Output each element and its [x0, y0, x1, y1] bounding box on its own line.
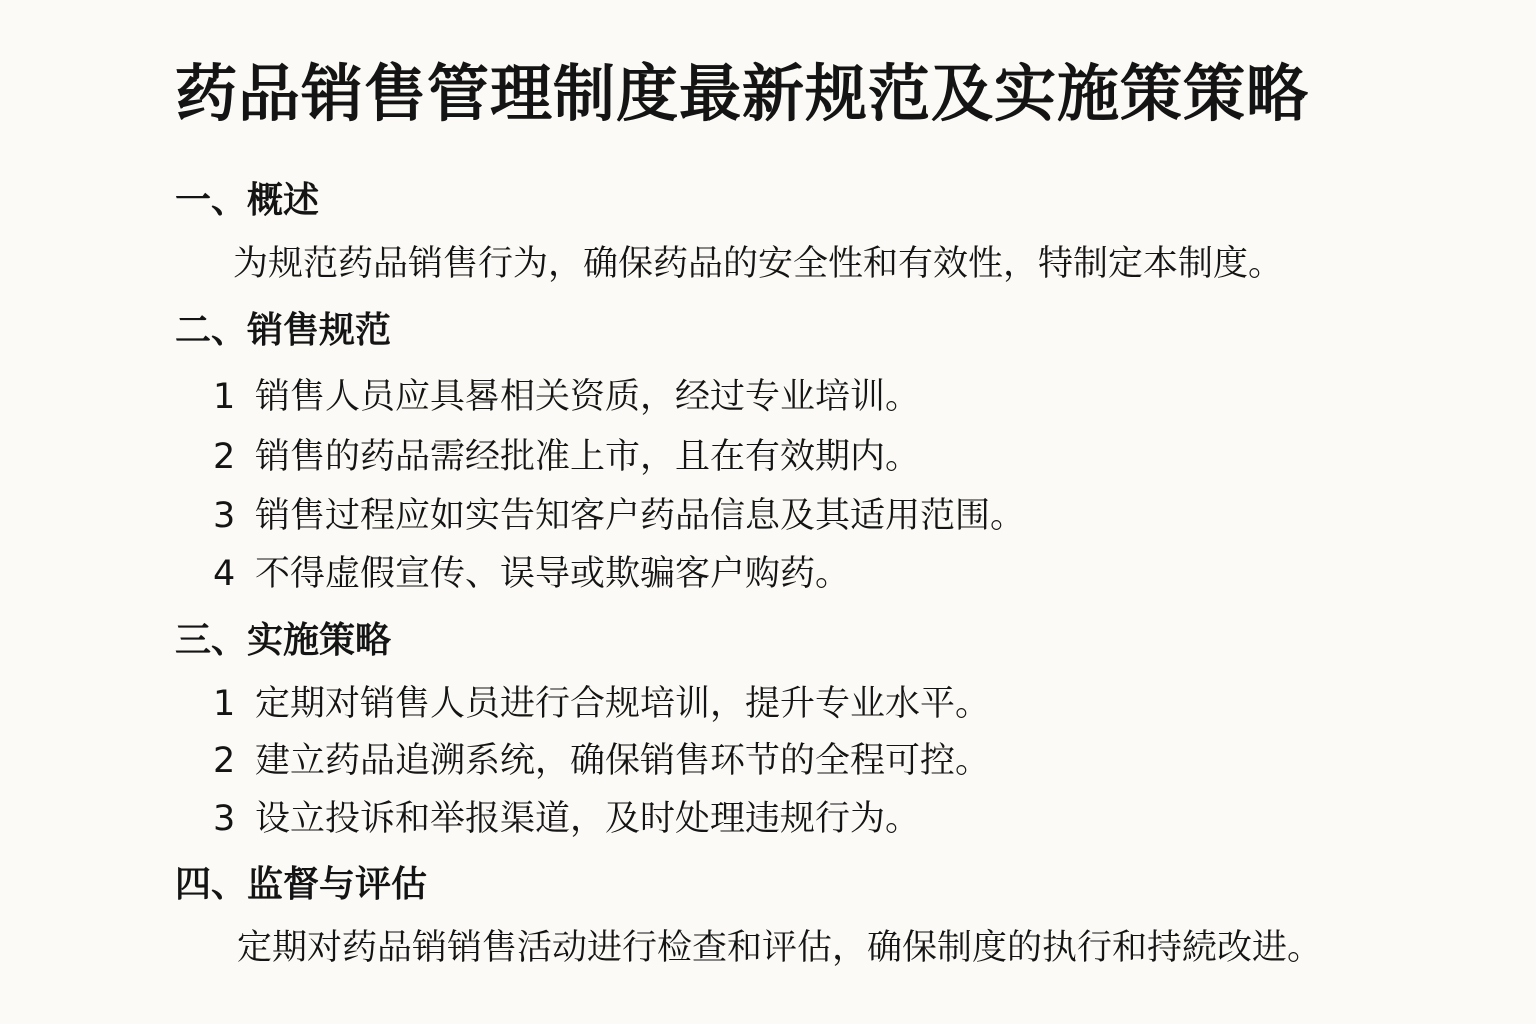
section-heading-sales-rules: 二、销售规范 [175, 310, 392, 351]
list-item-number: 3 [213, 496, 236, 536]
list-item-number: 2 [213, 437, 236, 477]
list-item-text: 建立药品追溯系统，确保销售环节的全程可控。 [255, 741, 991, 781]
list-item-number: 4 [213, 554, 236, 594]
list-item-number: 1 [213, 377, 236, 417]
list-item-text: 销售人员应具晷相关资质，经过专业培训。 [255, 377, 921, 417]
list-item-text: 定期对销售人员进行合规培训，提升专业水平。 [255, 684, 991, 724]
list-item-text: 销售的药品需经批准上市，且在有效期内。 [255, 437, 921, 477]
list-item [213, 551, 850, 597]
list-item-text: 销售过程应如实告知客户药品信息及其适用范围。 [255, 496, 1026, 536]
list-item-number: 1 [213, 684, 236, 724]
list-item [213, 493, 1025, 539]
list-item-number: 2 [213, 741, 236, 781]
section-heading-supervision: 四、监督与评估 [175, 864, 428, 905]
list-item-text: 不得虚假宣传、误导或欺骗客户购药。 [255, 554, 851, 594]
list-item [213, 796, 920, 842]
document-title: 药品销售管理制度最新规范及实施策策略 [175, 57, 1310, 130]
list-item-number: 3 [213, 799, 236, 839]
list-item [213, 681, 990, 727]
list-item-text: 设立投诉和举报渠道，及时处理违规行为。 [255, 799, 921, 839]
section-heading-implementation: 三、实施策略 [175, 620, 392, 661]
section-paragraph-overview: 为规范药品销售行为，确保药品的安全性和有效性，特制定本制度。 [233, 244, 1284, 284]
section-paragraph-supervision: 定期对药品销销售活动进行检查和评估，确保制度的执行和持続改进。 [237, 928, 1323, 968]
list-item [213, 434, 920, 480]
section-heading-overview: 一、概述 [175, 180, 320, 221]
list-item [213, 738, 990, 784]
list-item [213, 374, 920, 420]
